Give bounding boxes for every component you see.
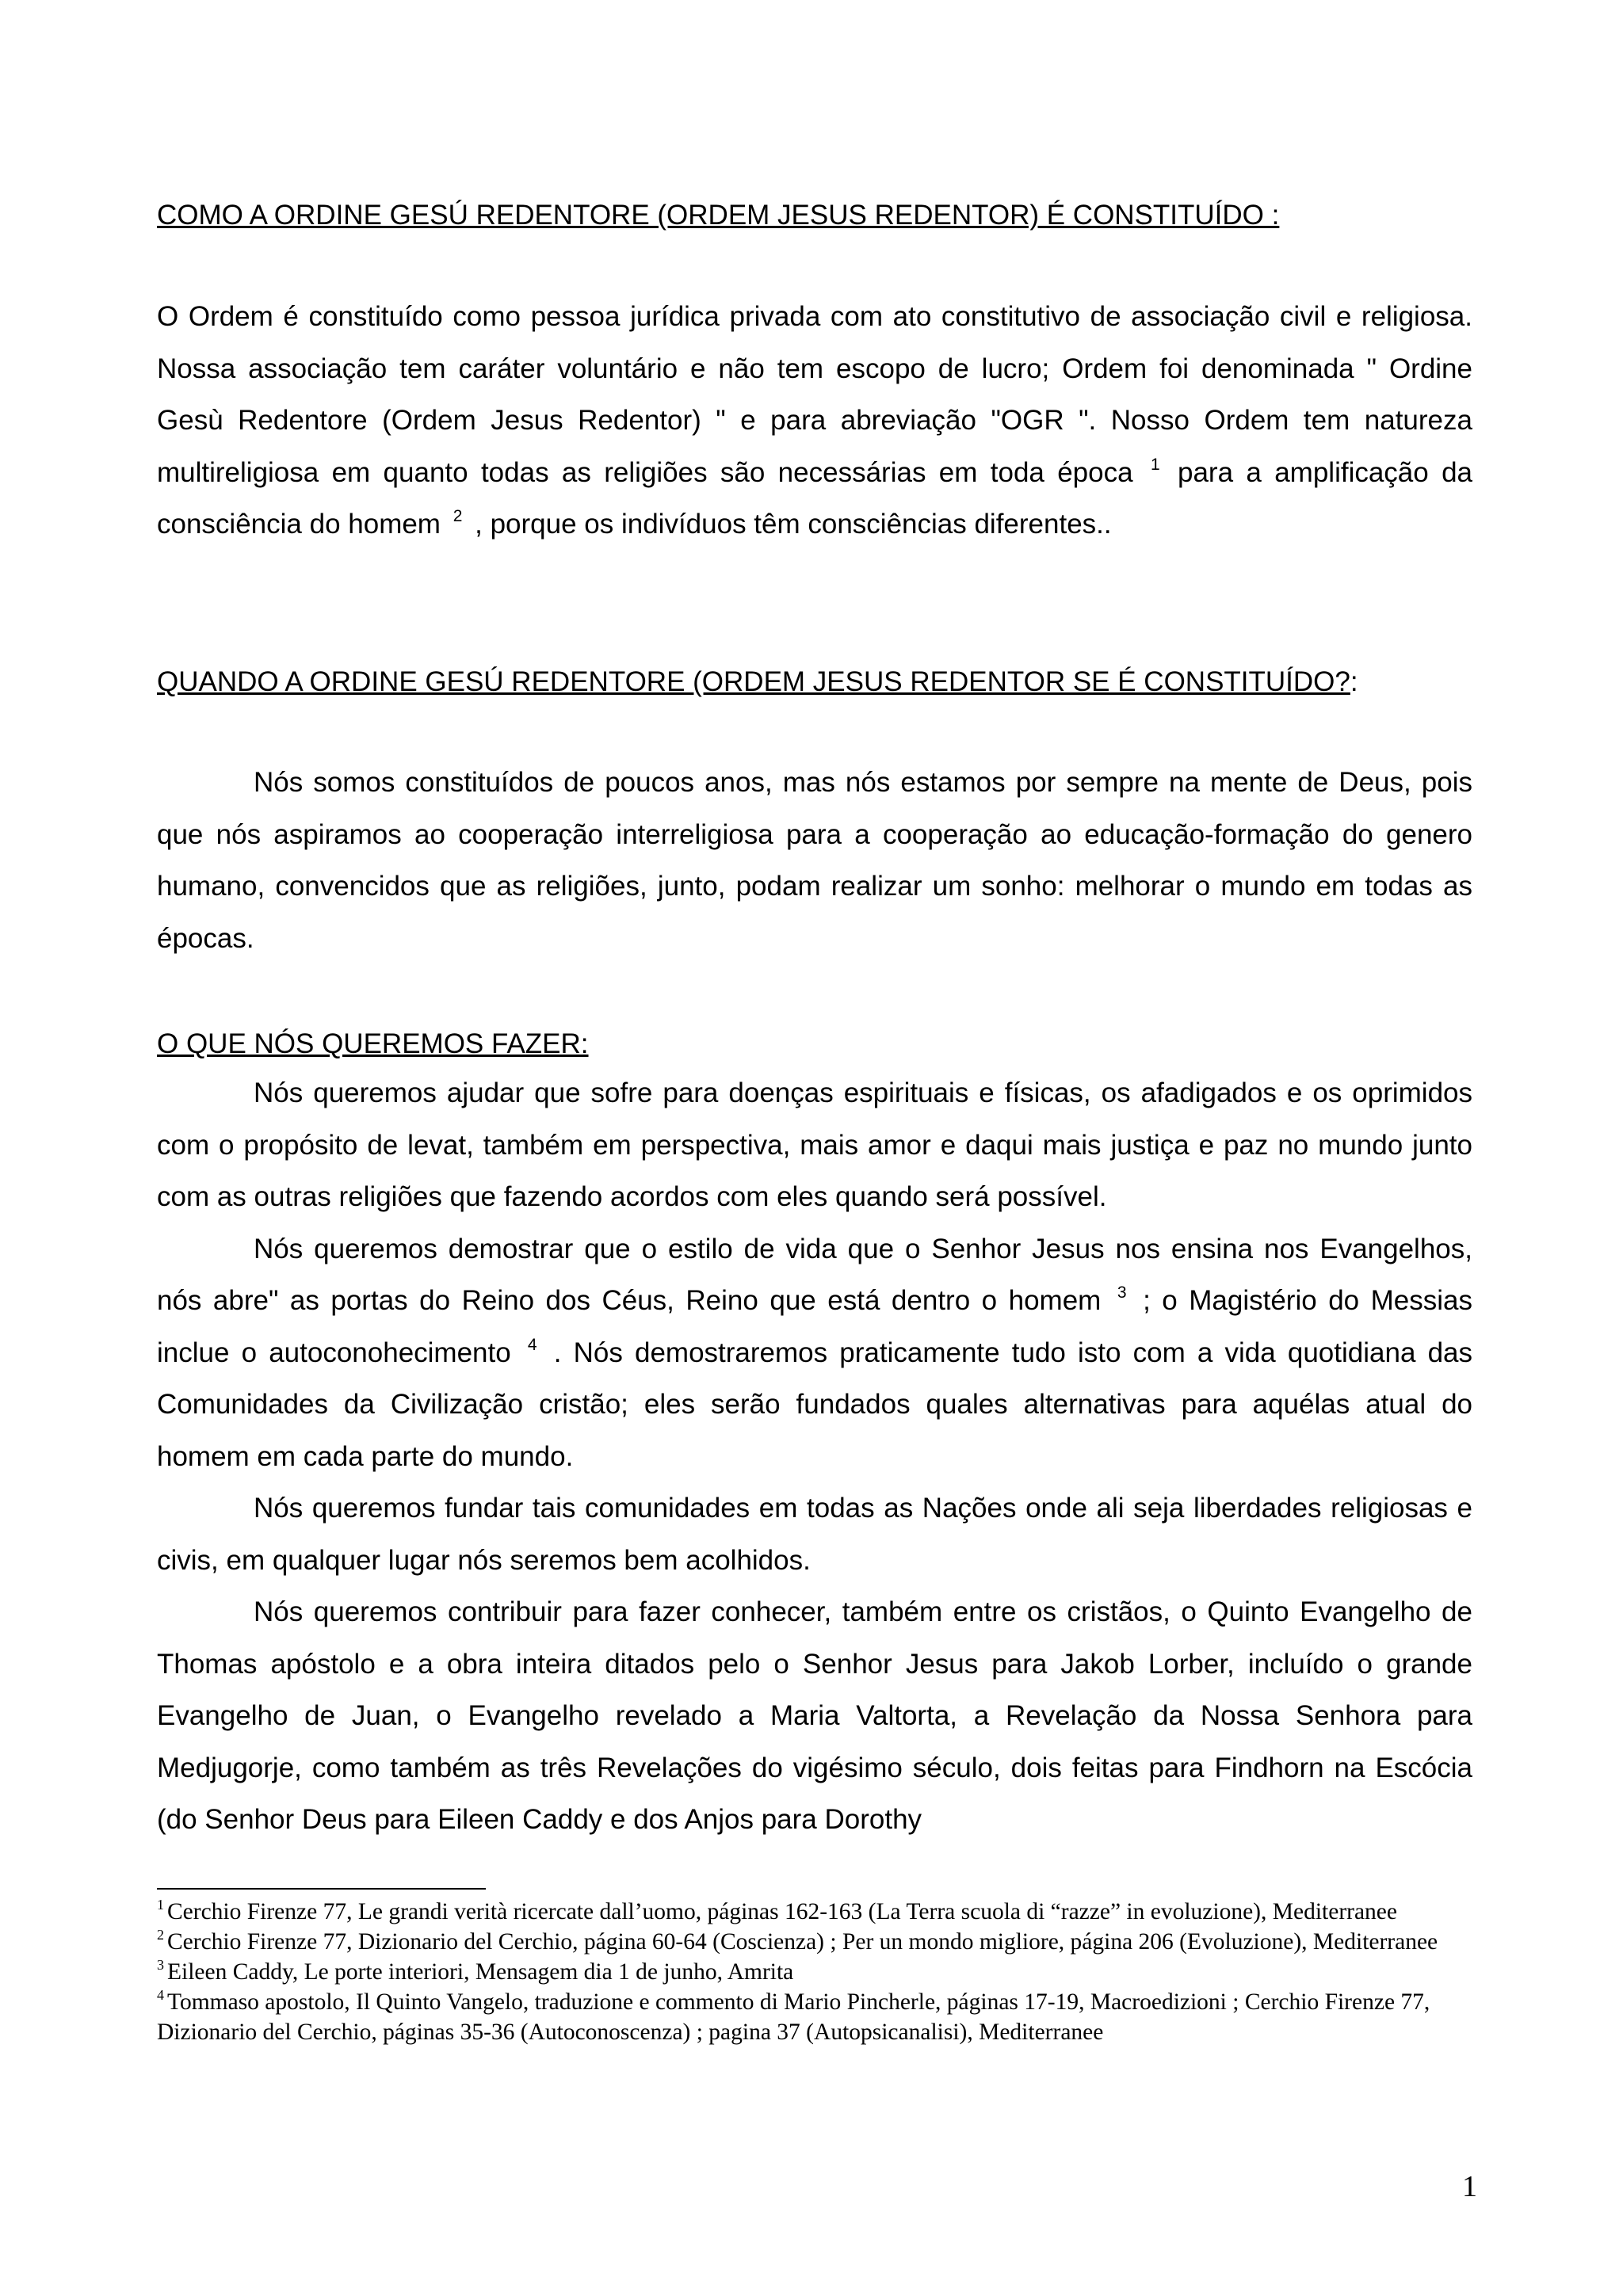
heading-quando-constituido	[157, 665, 1358, 700]
para-1-text-a: O Ordem é constituído como pessoa jurídica privada com ato constitutivo de associação civil e religiosa. Nossa associação tem caráter voluntário e não tem escopo de lucro; Ordem foi denominada " Ordine Gesù Redentore (Ordem Jesus Redentor) " e para abreviação "OGR ". Nosso Ordem tem natureza multireligiosa em quanto todas as religiões são necessárias em toda época	[157, 301, 1472, 488]
para-1-text-b: para a amplificação da consciência do homem	[157, 456, 1473, 540]
paragraph-contribute: Nós queremos contribuir para fazer conhecer, também entre os cristãos, o Quinto Evangelho de Thomas apóstolo e a obra inteira ditados pelo o Senhor Jesus para Jakob Lorber, incluído o grande Evangelho de Juan, o Evangelho revelado a Maria Valtorta, a Revelação da Nossa Senhora para Medjugorje, como também as três Revelações do vigésimo século, dois feitas para Findhorn na Escócia (do Senhor Deus para Eileen Caddy e dos Anjos para Dorothy	[157, 1596, 1472, 1835]
heading-2-colon: :	[1350, 666, 1358, 697]
footnote-ref-3[interactable]: 3	[1117, 1283, 1127, 1302]
paragraph-demonstrate	[157, 1223, 1472, 1483]
footnote-3-number: 3	[157, 1957, 164, 1973]
paragraph-communities: Nós queremos fundar tais comunidades em todas as Nações onde ali seja liberdades religiosas e civis, em qualquer lugar nós seremos bem acolhidos.	[157, 1493, 1472, 1576]
footnote-2	[157, 1927, 1472, 1957]
footnote-ref-4[interactable]: 4	[527, 1335, 537, 1354]
para-4-text-c: . Nós demostraremos praticamente tudo isto com a vida quotidiana das Comunidades da Civilização cristão; eles serão fundados quales alternativas para aquélas atual do homem em cada parte do mundo.	[157, 1337, 1472, 1472]
paragraph-constitution-text	[157, 291, 1472, 551]
footnote-ref-1[interactable]: 1	[1150, 455, 1160, 474]
footnote-1	[157, 1897, 1472, 1927]
footnote-4-text: Tommaso apostolo, Il Quinto Vangelo, traduzione e commento di Mario Pincherle, páginas 17-19, Macroedizioni ; Cerchio Firenze 77, Dizionario del Cerchio, páginas 35-36 (Autoconoscenza) ; pagina 37 (Autopsicanalisi), Mediterranee	[157, 1989, 1430, 2045]
footnote-1-number: 1	[157, 1897, 164, 1913]
footnote-4-number: 4	[157, 1987, 164, 2003]
footnote-ref-2[interactable]: 2	[453, 507, 463, 525]
paragraph-constitution	[157, 291, 1472, 551]
footnote-2-number: 2	[157, 1927, 164, 1943]
heading-como-constituido: COMO A ORDINE GESÚ REDENTORE (ORDEM JESUS REDENTOR) É CONSTITUÍDO :	[157, 200, 1280, 231]
heading-2-text: QUANDO A ORDINE GESÚ REDENTORE (ORDEM JESUS REDENTOR SE É CONSTITUÍDO?	[157, 666, 1350, 697]
paragraph-when-text: Nós somos constituídos de poucos anos, mas nós estamos por sempre na mente de Deus, pois que nós aspiramos ao cooperação interreligiosa para a cooperação ao educação-formação do genero humano, convencidos que as religiões, junto, podam realizar um sonho: melhorar o mundo em todas as épocas.	[157, 767, 1472, 954]
footnote-4	[157, 1987, 1472, 2047]
footnote-2-text: Cerchio Firenze 77, Dizionario del Cerchio, página 60-64 (Coscienza) ; Per un mondo migliore, página 206 (Evoluzione), Mediterranee	[167, 1929, 1438, 1955]
footnote-3	[157, 1957, 1472, 1987]
section-what-we-want	[157, 1067, 1472, 1846]
para-4-text-a: Nós queremos demostrar que o estilo de vida que o Senhor Jesus nos ensina nos Evangelhos, nós abre" as portas do Reino dos Céus, Reino que está dentro o homem	[157, 1233, 1472, 1316]
paragraph-help: Nós queremos ajudar que sofre para doenças espirituais e físicas, os afadigados e os oprimidos com o propósito de levat, também em perspectiva, mais amor e daqui mais justiça e paz no mundo junto com as outras religiões que fazendo acordos com eles quando será possível.	[157, 1077, 1472, 1212]
heading-o-que-queremos: O QUE NÓS QUEREMOS FAZER:	[157, 1028, 589, 1059]
footnote-1-text: Cerchio Firenze 77, Le grandi verità ricercate dall’uomo, páginas 162-163 (La Terra scuola di “razze” in evoluzione), Mediterranee	[167, 1899, 1397, 1924]
para-4-text-b: ; o Magistério do Messias inclue o autoconohecimento	[157, 1285, 1473, 1368]
footnotes	[157, 1897, 1472, 2047]
footnote-separator	[157, 1888, 486, 1890]
footnote-3-text: Eileen Caddy, Le porte interiori, Mensagem dia 1 de junho, Amrita	[167, 1959, 794, 1985]
paragraph-when	[157, 757, 1472, 964]
para-1-text-c: , porque os indivíduos têm consciências diferentes..	[475, 509, 1112, 540]
page-number: 1	[1462, 2170, 1477, 2203]
